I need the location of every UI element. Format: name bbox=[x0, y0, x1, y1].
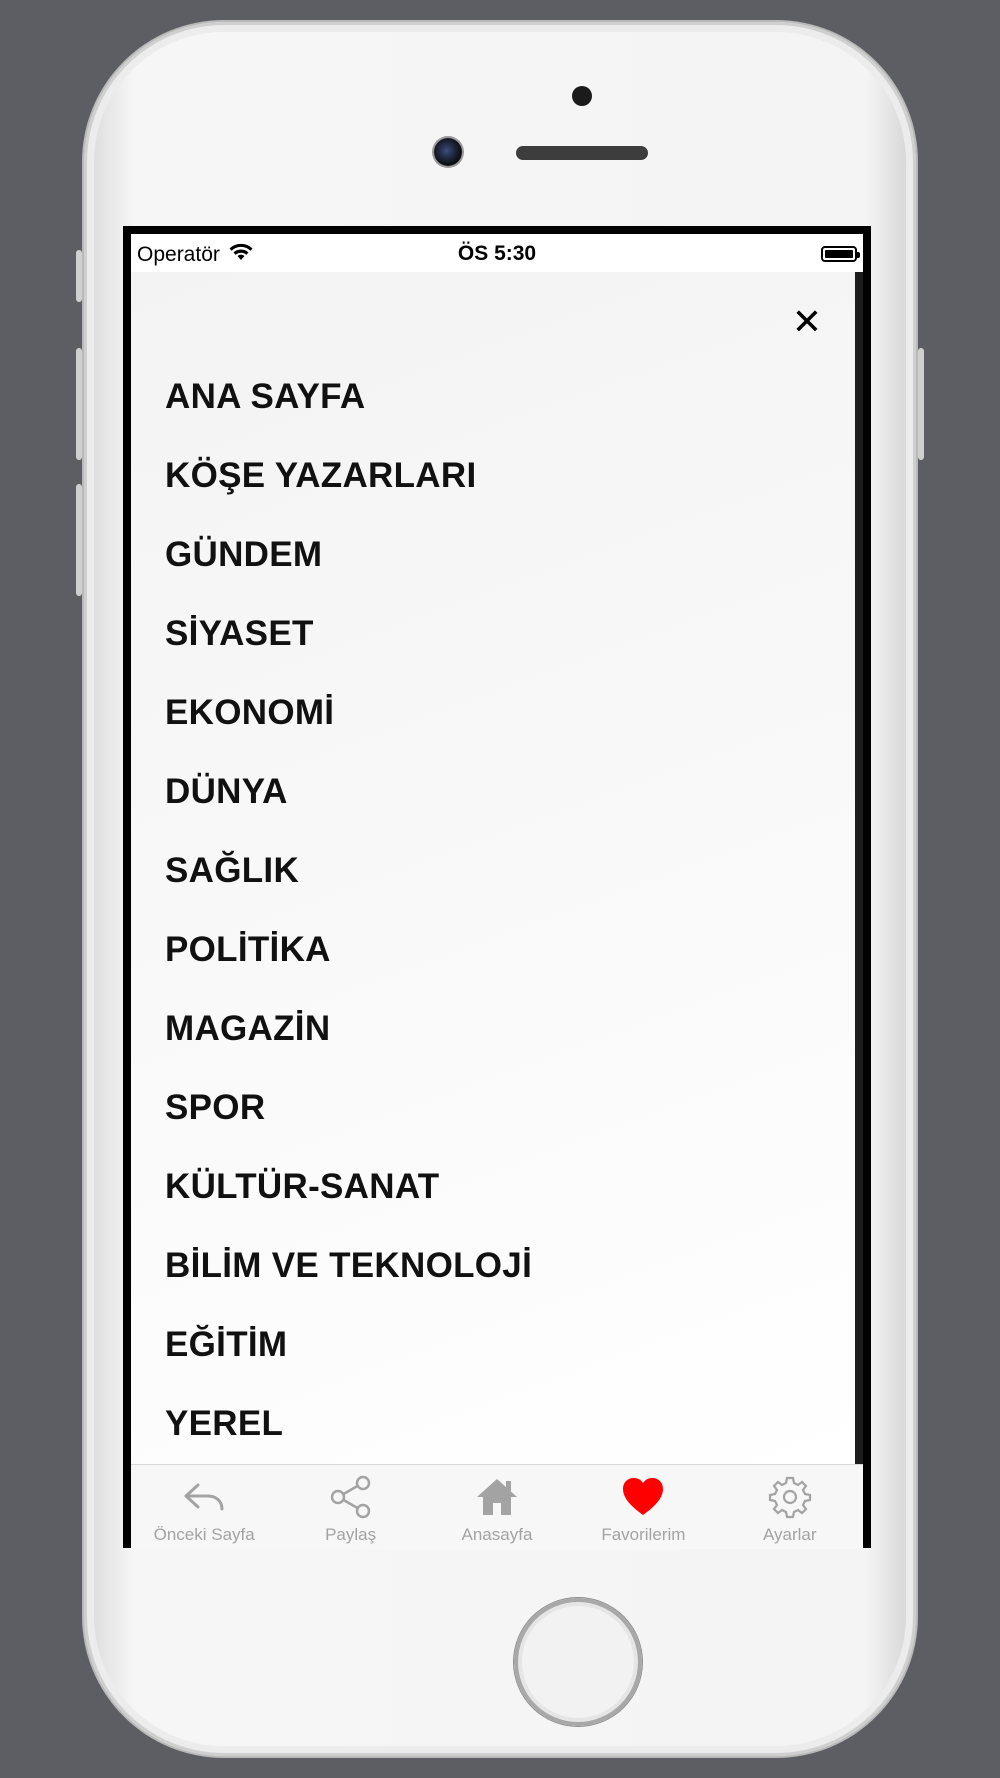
tab-paylas[interactable] bbox=[278, 1465, 424, 1549]
tab-favorilerim[interactable] bbox=[570, 1465, 716, 1549]
tab-label-favorilerim: Favorilerim bbox=[601, 1525, 686, 1544]
tab-bar bbox=[131, 1464, 863, 1549]
tab-label-paylas: Paylaş bbox=[325, 1525, 377, 1544]
tab-ayarlar[interactable] bbox=[717, 1465, 863, 1549]
menu-item-siyaset[interactable]: SİYASET bbox=[165, 614, 314, 653]
mute-switch bbox=[76, 250, 82, 302]
status-bar bbox=[131, 234, 863, 272]
volume-up-button bbox=[76, 348, 82, 460]
menu-item-dunya[interactable]: DÜNYA bbox=[165, 772, 288, 811]
menu-item-gundem[interactable]: GÜNDEM bbox=[165, 535, 323, 574]
side-menu bbox=[131, 272, 855, 1464]
home-button[interactable] bbox=[514, 1598, 642, 1726]
tab-label-onceki-sayfa: Önceki Sayfa bbox=[153, 1525, 255, 1544]
menu-item-yerel[interactable]: YEREL bbox=[165, 1404, 284, 1443]
carrier-label: Operatör bbox=[137, 243, 220, 266]
menu-item-ana-sayfa[interactable]: ANA SAYFA bbox=[165, 377, 366, 416]
back-arrow-icon bbox=[180, 1475, 228, 1519]
scroll-edge bbox=[855, 272, 863, 1464]
menu-item-kose-yazarlari[interactable]: KÖŞE YAZARLARI bbox=[165, 456, 477, 495]
menu-item-spor[interactable]: SPOR bbox=[165, 1088, 266, 1127]
screen bbox=[123, 226, 871, 1548]
power-button bbox=[918, 348, 924, 460]
status-time: ÖS 5:30 bbox=[457, 242, 537, 265]
battery-icon bbox=[821, 246, 857, 262]
menu-item-ekonomi[interactable]: EKONOMİ bbox=[165, 693, 335, 732]
menu-item-politika[interactable]: POLİTİKA bbox=[165, 930, 331, 969]
tab-anasayfa[interactable] bbox=[424, 1465, 570, 1549]
tab-onceki-sayfa[interactable] bbox=[131, 1465, 277, 1549]
menu-item-kultur-sanat[interactable]: KÜLTÜR-SANAT bbox=[165, 1167, 440, 1206]
close-icon[interactable]: ✕ bbox=[791, 301, 823, 342]
home-icon bbox=[473, 1475, 521, 1519]
menu-list bbox=[165, 377, 532, 1464]
proximity-sensor bbox=[572, 86, 592, 106]
menu-item-bilim-ve-teknoloji[interactable]: BİLİM VE TEKNOLOJİ bbox=[165, 1246, 533, 1285]
earpiece-speaker bbox=[516, 146, 648, 160]
volume-down-button bbox=[76, 484, 82, 596]
menu-item-saglik[interactable]: SAĞLIK bbox=[165, 851, 300, 890]
gear-icon bbox=[766, 1475, 814, 1519]
menu-item-egitim[interactable]: EĞİTİM bbox=[165, 1325, 288, 1364]
front-camera bbox=[434, 138, 462, 166]
tab-label-anasayfa: Anasayfa bbox=[461, 1525, 533, 1544]
heart-icon bbox=[619, 1475, 667, 1519]
tab-label-ayarlar: Ayarlar bbox=[762, 1525, 817, 1544]
share-icon bbox=[327, 1475, 375, 1519]
menu-item-magazin[interactable]: MAGAZİN bbox=[165, 1009, 331, 1048]
